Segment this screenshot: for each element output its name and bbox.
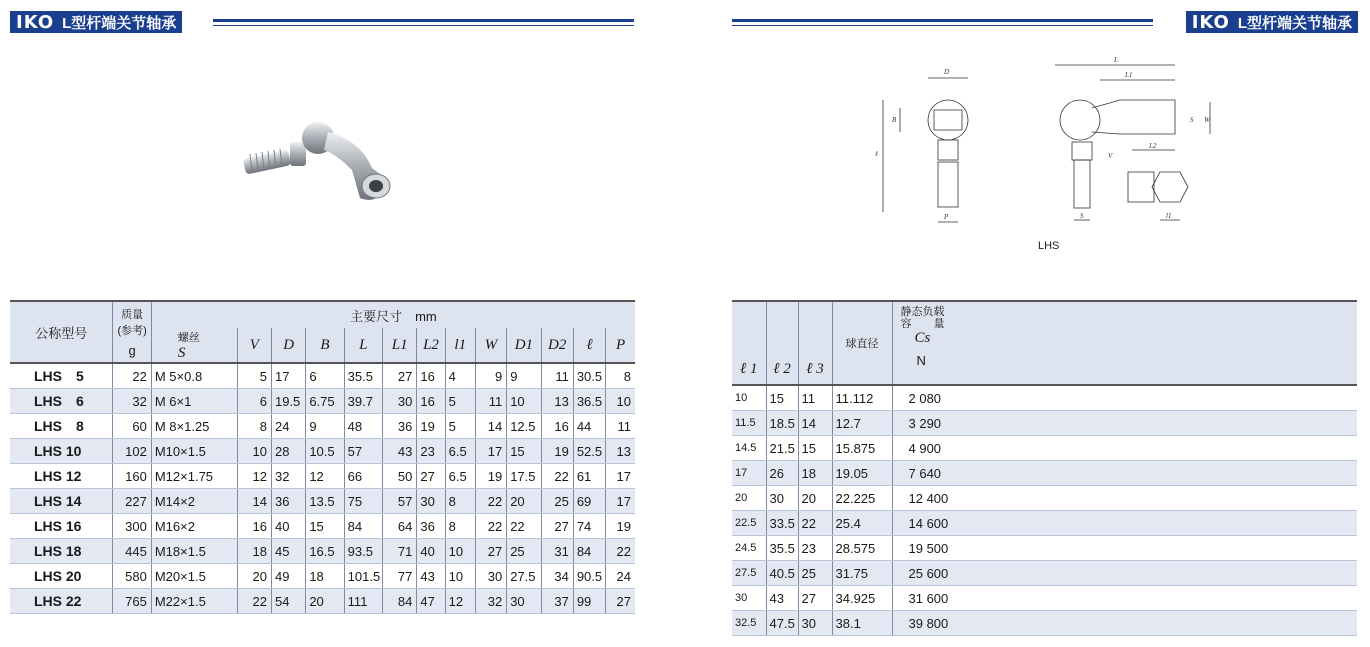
cell-cs: 25 600 xyxy=(892,561,1357,586)
cell-model: LHS 10 xyxy=(10,439,113,464)
header-right xyxy=(1186,11,1358,33)
cell-D2: 27 xyxy=(541,514,573,539)
cell-D: 36 xyxy=(271,489,305,514)
cell-l2: 26 xyxy=(766,461,798,486)
cell-l3: 30 xyxy=(798,611,832,636)
cell-D: 19.5 xyxy=(271,389,305,414)
cell-D2: 31 xyxy=(541,539,573,564)
cell-l1: 5 xyxy=(445,414,475,439)
col-L1-header: L1 xyxy=(383,328,417,363)
cell-V: 8 xyxy=(237,414,271,439)
cell-l3: 20 xyxy=(798,486,832,511)
cell-ball: 19.05 xyxy=(832,461,892,486)
cell-l3: 15 xyxy=(798,436,832,461)
cell-ball: 25.4 xyxy=(832,511,892,536)
cell-ball: 28.575 xyxy=(832,536,892,561)
cell-l1: 22.5 xyxy=(732,511,766,536)
cell-P: 8 xyxy=(606,363,635,389)
cell-D: 24 xyxy=(271,414,305,439)
table-row xyxy=(732,561,1357,586)
cell-model: LHS 22 xyxy=(10,589,113,614)
cell-L: 39.7 xyxy=(344,389,382,414)
svg-text:L: L xyxy=(1114,56,1118,64)
cell-l1: 12 xyxy=(445,589,475,614)
cell-thread: M12×1.75 xyxy=(151,464,237,489)
svg-text:P: P xyxy=(944,213,949,221)
cell-l: 61 xyxy=(573,464,605,489)
cell-D1: 10 xyxy=(507,389,541,414)
cell-V: 18 xyxy=(237,539,271,564)
cell-l1: 4 xyxy=(445,363,475,389)
cell-ball: 22.225 xyxy=(832,486,892,511)
cell-L: 66 xyxy=(344,464,382,489)
cell-W: 27 xyxy=(475,539,506,564)
cell-ball: 11.112 xyxy=(832,385,892,411)
col-ell2-header: ℓ 2 xyxy=(766,301,798,385)
cell-D2: 37 xyxy=(541,589,573,614)
cell-L: 75 xyxy=(344,489,382,514)
cell-l: 84 xyxy=(573,539,605,564)
cell-l3: 11 xyxy=(798,385,832,411)
cell-W: 14 xyxy=(475,414,506,439)
svg-text:W: W xyxy=(1204,116,1210,124)
cell-l1: 8 xyxy=(445,514,475,539)
cell-model: LHS 6 xyxy=(10,389,113,414)
cell-l2: 15 xyxy=(766,385,798,411)
cell-l2: 47.5 xyxy=(766,611,798,636)
cell-l: 36.5 xyxy=(573,389,605,414)
table-row xyxy=(732,461,1357,486)
page-title-right: L型杆端关节轴承 xyxy=(1237,14,1352,32)
col-mass-unit: g xyxy=(113,338,151,363)
svg-text:D: D xyxy=(944,68,950,76)
cell-ball: 31.75 xyxy=(832,561,892,586)
cell-cs: 4 900 xyxy=(892,436,1357,461)
cell-mass: 300 xyxy=(113,514,151,539)
cell-P: 17 xyxy=(606,464,635,489)
cell-D1: 30 xyxy=(507,589,541,614)
cell-l: 90.5 xyxy=(573,564,605,589)
cell-model: LHS 8 xyxy=(10,414,113,439)
cell-l: 99 xyxy=(573,589,605,614)
col-ell1-header: ℓ 1 xyxy=(732,301,766,385)
cell-P: 11 xyxy=(606,414,635,439)
bore-hole xyxy=(369,180,383,192)
cell-L1: 27 xyxy=(383,363,417,389)
cell-D1: 25 xyxy=(507,539,541,564)
cell-mass: 765 xyxy=(113,589,151,614)
cell-D1: 27.5 xyxy=(507,564,541,589)
svg-text:S: S xyxy=(1190,116,1194,124)
cell-B: 20 xyxy=(306,589,344,614)
cell-D: 45 xyxy=(271,539,305,564)
col-D-header: D xyxy=(271,328,305,363)
table-row xyxy=(732,586,1357,611)
cell-mass: 160 xyxy=(113,464,151,489)
cell-l2: 18.5 xyxy=(766,411,798,436)
cell-thread: M22×1.5 xyxy=(151,589,237,614)
col-ball-header: 球直径 xyxy=(832,301,892,385)
col-P-header: P xyxy=(606,328,635,363)
cell-l2: 21.5 xyxy=(766,436,798,461)
front-view xyxy=(883,78,968,222)
hex-nut xyxy=(290,142,306,166)
cell-model: LHS 14 xyxy=(10,489,113,514)
col-l1-header: l1 xyxy=(445,328,475,363)
cell-model: LHS 18 xyxy=(10,539,113,564)
cell-cs: 14 600 xyxy=(892,511,1357,536)
cell-D: 54 xyxy=(271,589,305,614)
cell-thread: M10×1.5 xyxy=(151,439,237,464)
table-row xyxy=(732,511,1357,536)
col-D2-header: D2 xyxy=(541,328,573,363)
cell-L: 101.5 xyxy=(344,564,382,589)
cell-L2: 36 xyxy=(417,514,445,539)
cell-mass: 227 xyxy=(113,489,151,514)
cell-l3: 18 xyxy=(798,461,832,486)
cell-l1: 27.5 xyxy=(732,561,766,586)
dimensions-table-body xyxy=(10,363,635,614)
cell-D2: 13 xyxy=(541,389,573,414)
cell-P: 10 xyxy=(606,389,635,414)
header-rule-left xyxy=(213,19,634,22)
svg-text:B: B xyxy=(892,116,897,124)
cell-L1: 84 xyxy=(383,589,417,614)
cell-ball: 34.925 xyxy=(832,586,892,611)
cell-L: 35.5 xyxy=(344,363,382,389)
cell-ball: 12.7 xyxy=(832,411,892,436)
cell-D1: 9 xyxy=(507,363,541,389)
cell-L2: 16 xyxy=(417,363,445,389)
cell-D: 28 xyxy=(271,439,305,464)
cell-L2: 43 xyxy=(417,564,445,589)
col-V-header: V xyxy=(237,328,271,363)
table-row xyxy=(10,414,635,439)
cell-L2: 30 xyxy=(417,489,445,514)
col-thread-label: 螺丝 xyxy=(177,331,200,344)
cell-cs: 19 500 xyxy=(892,536,1357,561)
cell-L1: 30 xyxy=(383,389,417,414)
cell-model: LHS 5 xyxy=(10,363,113,389)
col-model-header: 公称型号 xyxy=(10,301,113,363)
cell-l1: 6.5 xyxy=(445,439,475,464)
cell-D2: 22 xyxy=(541,464,573,489)
cell-B: 15 xyxy=(306,514,344,539)
svg-text:V: V xyxy=(1108,152,1113,160)
cell-ball: 38.1 xyxy=(832,611,892,636)
cell-D1: 20 xyxy=(507,489,541,514)
cell-l3: 22 xyxy=(798,511,832,536)
col-thread-symbol: S xyxy=(177,344,186,361)
cell-L2: 47 xyxy=(417,589,445,614)
cell-l3: 23 xyxy=(798,536,832,561)
cell-l1: 32.5 xyxy=(732,611,766,636)
cell-model: LHS 20 xyxy=(10,564,113,589)
table-row xyxy=(10,439,635,464)
header-left xyxy=(10,11,182,33)
svg-text:l1: l1 xyxy=(1166,212,1172,220)
col-ell-header: ℓ xyxy=(573,328,605,363)
cell-l: 52.5 xyxy=(573,439,605,464)
table-row xyxy=(10,363,635,389)
cell-W: 17 xyxy=(475,439,506,464)
cell-B: 9 xyxy=(306,414,344,439)
cell-l1: 20 xyxy=(732,486,766,511)
iko-logo: IKO xyxy=(16,11,55,33)
product-photo xyxy=(240,110,400,210)
cell-l: 30.5 xyxy=(573,363,605,389)
cell-l: 69 xyxy=(573,489,605,514)
cell-cs: 3 290 xyxy=(892,411,1357,436)
cell-l3: 27 xyxy=(798,586,832,611)
cell-l2: 35.5 xyxy=(766,536,798,561)
cell-B: 18 xyxy=(306,564,344,589)
cell-mass: 60 xyxy=(113,414,151,439)
cell-D: 40 xyxy=(271,514,305,539)
dimension-drawing xyxy=(870,52,1215,232)
cell-P: 19 xyxy=(606,514,635,539)
cell-W: 22 xyxy=(475,489,506,514)
cell-L: 84 xyxy=(344,514,382,539)
svg-text:S: S xyxy=(1080,212,1084,220)
cell-thread: M20×1.5 xyxy=(151,564,237,589)
cell-l1: 8 xyxy=(445,489,475,514)
cell-D1: 12.5 xyxy=(507,414,541,439)
cell-L1: 77 xyxy=(383,564,417,589)
cell-D2: 19 xyxy=(541,439,573,464)
col-D1-header: D1 xyxy=(507,328,541,363)
cell-mass: 445 xyxy=(113,539,151,564)
cell-ball: 15.875 xyxy=(832,436,892,461)
cell-B: 6.75 xyxy=(306,389,344,414)
cell-l3: 14 xyxy=(798,411,832,436)
cell-L2: 27 xyxy=(417,464,445,489)
cell-thread: M18×1.5 xyxy=(151,539,237,564)
col-ell3-header: ℓ 3 xyxy=(798,301,832,385)
cell-thread: M16×2 xyxy=(151,514,237,539)
cell-L1: 43 xyxy=(383,439,417,464)
cell-L2: 23 xyxy=(417,439,445,464)
cell-W: 30 xyxy=(475,564,506,589)
cell-P: 13 xyxy=(606,439,635,464)
col-thread-header xyxy=(151,328,237,363)
table-row xyxy=(732,486,1357,511)
table-row xyxy=(732,436,1357,461)
cell-L1: 36 xyxy=(383,414,417,439)
cell-cs: 31 600 xyxy=(892,586,1357,611)
cell-l2: 40.5 xyxy=(766,561,798,586)
cell-L1: 64 xyxy=(383,514,417,539)
cell-l1: 5 xyxy=(445,389,475,414)
col-W-header: W xyxy=(475,328,506,363)
col-load-symbol: Cs xyxy=(914,330,931,346)
svg-text:L2: L2 xyxy=(1149,142,1157,150)
cell-cs: 7 640 xyxy=(892,461,1357,486)
cell-L2: 16 xyxy=(417,389,445,414)
cell-D: 32 xyxy=(271,464,305,489)
cell-W: 32 xyxy=(475,589,506,614)
page-title-left: L型杆端关节轴承 xyxy=(62,14,177,32)
cell-D1: 17.5 xyxy=(507,464,541,489)
cell-mass: 102 xyxy=(113,439,151,464)
col-L-header: L xyxy=(344,328,382,363)
cell-l1: 6.5 xyxy=(445,464,475,489)
header-rule-right-thin xyxy=(732,25,1153,26)
cell-l1: 14.5 xyxy=(732,436,766,461)
cell-l1: 11.5 xyxy=(732,411,766,436)
cell-model: LHS 16 xyxy=(10,514,113,539)
col-B-header: B xyxy=(306,328,344,363)
group-dimensions-header: 主要尺寸 mm xyxy=(151,301,635,328)
threaded-stud xyxy=(243,149,291,175)
cell-L1: 57 xyxy=(383,489,417,514)
cell-W: 22 xyxy=(475,514,506,539)
cell-l3: 25 xyxy=(798,561,832,586)
iko-logo: IKO xyxy=(1191,11,1230,33)
cell-cs: 39 800 xyxy=(892,611,1357,636)
table-row xyxy=(732,411,1357,436)
cell-cs: 12 400 xyxy=(892,486,1357,511)
table-row xyxy=(10,539,635,564)
cell-l1: 24.5 xyxy=(732,536,766,561)
table-row xyxy=(10,564,635,589)
cell-D: 17 xyxy=(271,363,305,389)
cell-mass: 22 xyxy=(113,363,151,389)
cell-l: 74 xyxy=(573,514,605,539)
svg-text:ℓ: ℓ xyxy=(875,150,878,158)
cell-P: 27 xyxy=(606,589,635,614)
cell-D: 49 xyxy=(271,564,305,589)
cell-l1: 10 xyxy=(732,385,766,411)
cell-mass: 580 xyxy=(113,564,151,589)
cell-D1: 22 xyxy=(507,514,541,539)
cell-L1: 71 xyxy=(383,539,417,564)
table-row xyxy=(10,514,635,539)
col-load-label: 静态负载 容 量 xyxy=(900,306,945,330)
cell-mass: 32 xyxy=(113,389,151,414)
cell-L2: 19 xyxy=(417,414,445,439)
cell-P: 24 xyxy=(606,564,635,589)
cell-D1: 15 xyxy=(507,439,541,464)
cell-thread: M 6×1 xyxy=(151,389,237,414)
cell-V: 20 xyxy=(237,564,271,589)
cell-thread: M 5×0.8 xyxy=(151,363,237,389)
cell-cs: 2 080 xyxy=(892,385,1357,411)
col-load-header xyxy=(892,301,1357,385)
table-row xyxy=(10,489,635,514)
detail-view xyxy=(1128,172,1188,220)
table-row xyxy=(10,589,635,614)
cell-V: 14 xyxy=(237,489,271,514)
col-load-unit: N xyxy=(916,353,926,368)
cell-l1: 17 xyxy=(732,461,766,486)
cell-P: 22 xyxy=(606,539,635,564)
cell-l1: 10 xyxy=(445,564,475,589)
cell-thread: M 8×1.25 xyxy=(151,414,237,439)
cell-B: 16.5 xyxy=(306,539,344,564)
col-mass-header: 质量 (参考) xyxy=(113,301,151,338)
cell-model: LHS 12 xyxy=(10,464,113,489)
table-row xyxy=(10,389,635,414)
cell-l1: 30 xyxy=(732,586,766,611)
cell-B: 6 xyxy=(306,363,344,389)
col-L2-header: L2 xyxy=(417,328,445,363)
cell-V: 5 xyxy=(237,363,271,389)
cell-W: 19 xyxy=(475,464,506,489)
cell-D2: 34 xyxy=(541,564,573,589)
cell-L: 57 xyxy=(344,439,382,464)
load-table xyxy=(732,300,1357,636)
load-table-body xyxy=(732,385,1357,636)
cell-V: 16 xyxy=(237,514,271,539)
cell-L: 111 xyxy=(344,589,382,614)
cell-W: 9 xyxy=(475,363,506,389)
cell-thread: M14×2 xyxy=(151,489,237,514)
dimensions-table xyxy=(10,300,635,614)
table-row xyxy=(732,385,1357,411)
cell-B: 13.5 xyxy=(306,489,344,514)
cell-L2: 40 xyxy=(417,539,445,564)
figure-caption: LHS xyxy=(1038,240,1060,252)
cell-l2: 33.5 xyxy=(766,511,798,536)
cell-B: 10.5 xyxy=(306,439,344,464)
cell-V: 22 xyxy=(237,589,271,614)
table-row xyxy=(10,464,635,489)
cell-D2: 11 xyxy=(541,363,573,389)
cell-l: 44 xyxy=(573,414,605,439)
cell-P: 17 xyxy=(606,489,635,514)
cell-V: 12 xyxy=(237,464,271,489)
cell-D2: 25 xyxy=(541,489,573,514)
cell-V: 10 xyxy=(237,439,271,464)
cell-B: 12 xyxy=(306,464,344,489)
cell-W: 11 xyxy=(475,389,506,414)
table-row xyxy=(732,611,1357,636)
cell-D2: 16 xyxy=(541,414,573,439)
cell-L: 48 xyxy=(344,414,382,439)
header-badge-right xyxy=(1186,11,1358,33)
table-row xyxy=(732,536,1357,561)
side-view xyxy=(1055,65,1210,220)
cell-l1: 10 xyxy=(445,539,475,564)
header-rule-right xyxy=(732,19,1153,22)
header-rule-left-thin xyxy=(213,25,634,26)
cell-L1: 50 xyxy=(383,464,417,489)
cell-l2: 43 xyxy=(766,586,798,611)
cell-L: 93.5 xyxy=(344,539,382,564)
header-badge-left xyxy=(10,11,182,33)
cell-V: 6 xyxy=(237,389,271,414)
cell-l2: 30 xyxy=(766,486,798,511)
svg-text:L1: L1 xyxy=(1125,71,1133,79)
